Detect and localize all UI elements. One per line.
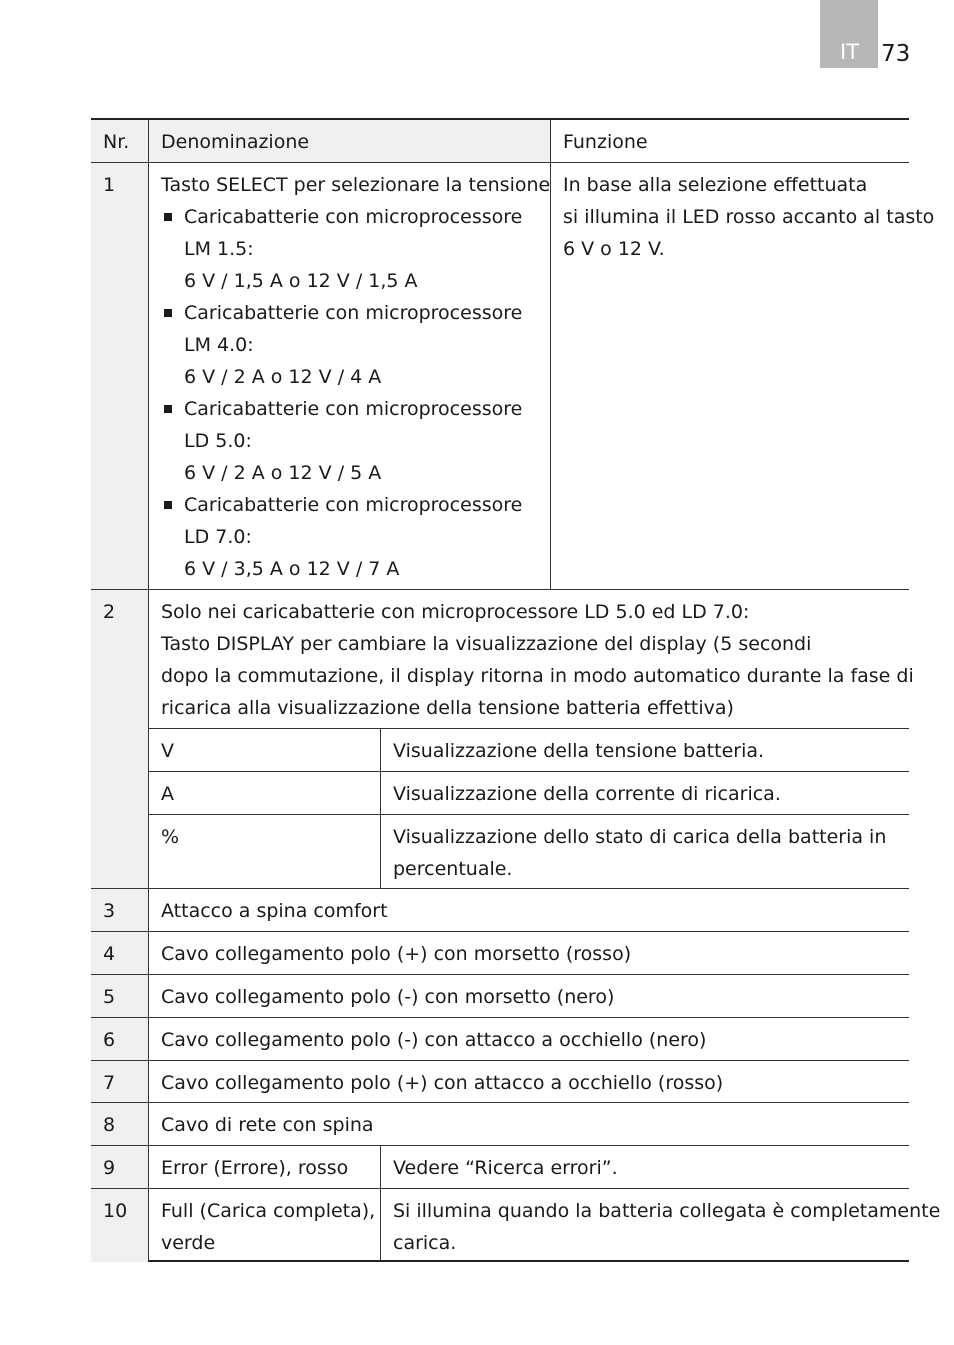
rule [148, 728, 909, 729]
rule [91, 1188, 909, 1189]
row1-name-line: 6 V / 2 A o 12 V / 5 A [184, 462, 382, 484]
row2-text-line: dopo la commutazione, il display ritorna in modo automatico durante la fase di [161, 665, 914, 687]
rule [91, 162, 909, 163]
language-code: IT [840, 40, 860, 64]
row-number: 3 [103, 900, 116, 922]
header-denomination: Denominazione [161, 131, 310, 153]
row-number: 8 [103, 1114, 116, 1136]
row1-bullet-item: Caricabatterie con microprocessore [184, 489, 522, 521]
rule [148, 120, 149, 1262]
row1-name-line: LM 4.0: [184, 334, 254, 356]
row10-function-line: carica. [393, 1232, 457, 1254]
rule [91, 1145, 909, 1146]
row1-name-line: 6 V / 3,5 A o 12 V / 7 A [184, 558, 400, 580]
row2-text-line: Tasto DISPLAY per cambiare la visualizzazione del display (5 secondi [161, 633, 812, 655]
row-text: Cavo collegamento polo (-) con attacco a occhiello (nero) [161, 1029, 707, 1051]
row-text: Cavo collegamento polo (+) con attacco a occhiello (rosso) [161, 1072, 724, 1094]
row2-text-line: ricarica alla visualizzazione della tensione batteria effettiva) [161, 697, 734, 719]
header-shade [91, 120, 551, 162]
rule [148, 814, 909, 815]
row1-bullet-item: Caricabatterie con microprocessore [184, 297, 522, 329]
row-number: 6 [103, 1029, 116, 1051]
rule [91, 1017, 909, 1018]
header-function: Funzione [563, 131, 648, 153]
row-number: 2 [103, 601, 116, 623]
subrow-key: % [161, 826, 180, 848]
rule [380, 1145, 381, 1262]
row-text: Attacco a spina comfort [161, 900, 388, 922]
subrow-desc: Visualizzazione della tensione batteria. [393, 740, 765, 762]
row1-name-line: LM 1.5: [184, 238, 254, 260]
row1-name-line: Tasto SELECT per selezionare la tensione [161, 174, 551, 196]
rule [91, 589, 909, 590]
row1-bullet-item: Caricabatterie con microprocessore [184, 393, 522, 425]
language-tab [820, 0, 878, 68]
subrow-key: V [161, 740, 174, 762]
rule [91, 974, 909, 975]
subrow-desc: Visualizzazione della corrente di ricarica. [393, 783, 781, 805]
row-text: Cavo di rete con spina [161, 1114, 374, 1136]
row9-name: Error (Errore), rosso [161, 1157, 349, 1179]
row9-function: Vedere “Ricerca errori”. [393, 1157, 618, 1179]
header-nr: Nr. [103, 131, 130, 153]
rule [91, 1060, 909, 1061]
subrow-key: A [161, 783, 174, 805]
rule [91, 888, 909, 889]
row1-name-line: 6 V / 2 A o 12 V / 4 A [184, 366, 382, 388]
row1-name-line: 6 V / 1,5 A o 12 V / 1,5 A [184, 270, 418, 292]
row1-function-line: In base alla selezione effettuata [563, 174, 868, 196]
nr-column-shade [91, 162, 148, 1262]
row1-function-line: 6 V o 12 V. [563, 238, 665, 260]
row-number: 7 [103, 1072, 116, 1094]
rule [91, 1102, 909, 1103]
row10-function-line: Si illumina quando la batteria collegata è completamente [393, 1200, 941, 1222]
row10-name-line: verde [161, 1232, 216, 1254]
row-number: 9 [103, 1157, 116, 1179]
row1-function-line: si illumina il LED rosso accanto al tasto [563, 206, 935, 228]
subrow-desc: Visualizzazione dello stato di carica della batteria in [393, 826, 887, 848]
row-number: 1 [103, 174, 116, 196]
page-number: 73 [881, 41, 911, 67]
row-text: Cavo collegamento polo (+) con morsetto (rosso) [161, 943, 632, 965]
components-table [91, 118, 941, 1262]
row1-bullet-item: Caricabatterie con microprocessore [184, 201, 522, 233]
rule [148, 771, 909, 772]
row-number: 5 [103, 986, 116, 1008]
row-number: 4 [103, 943, 116, 965]
subrow-desc: percentuale. [393, 858, 513, 880]
row-number: 10 [103, 1200, 128, 1222]
rule [380, 728, 381, 888]
row10-name-line: Full (Carica completa), [161, 1200, 376, 1222]
row-text: Cavo collegamento polo (-) con morsetto (nero) [161, 986, 615, 1008]
row1-name-line: LD 7.0: [184, 526, 252, 548]
row2-text-line: Solo nei caricabatterie con microprocessore LD 5.0 ed LD 7.0: [161, 601, 750, 623]
rule [91, 931, 909, 932]
row1-name-line: LD 5.0: [184, 430, 252, 452]
